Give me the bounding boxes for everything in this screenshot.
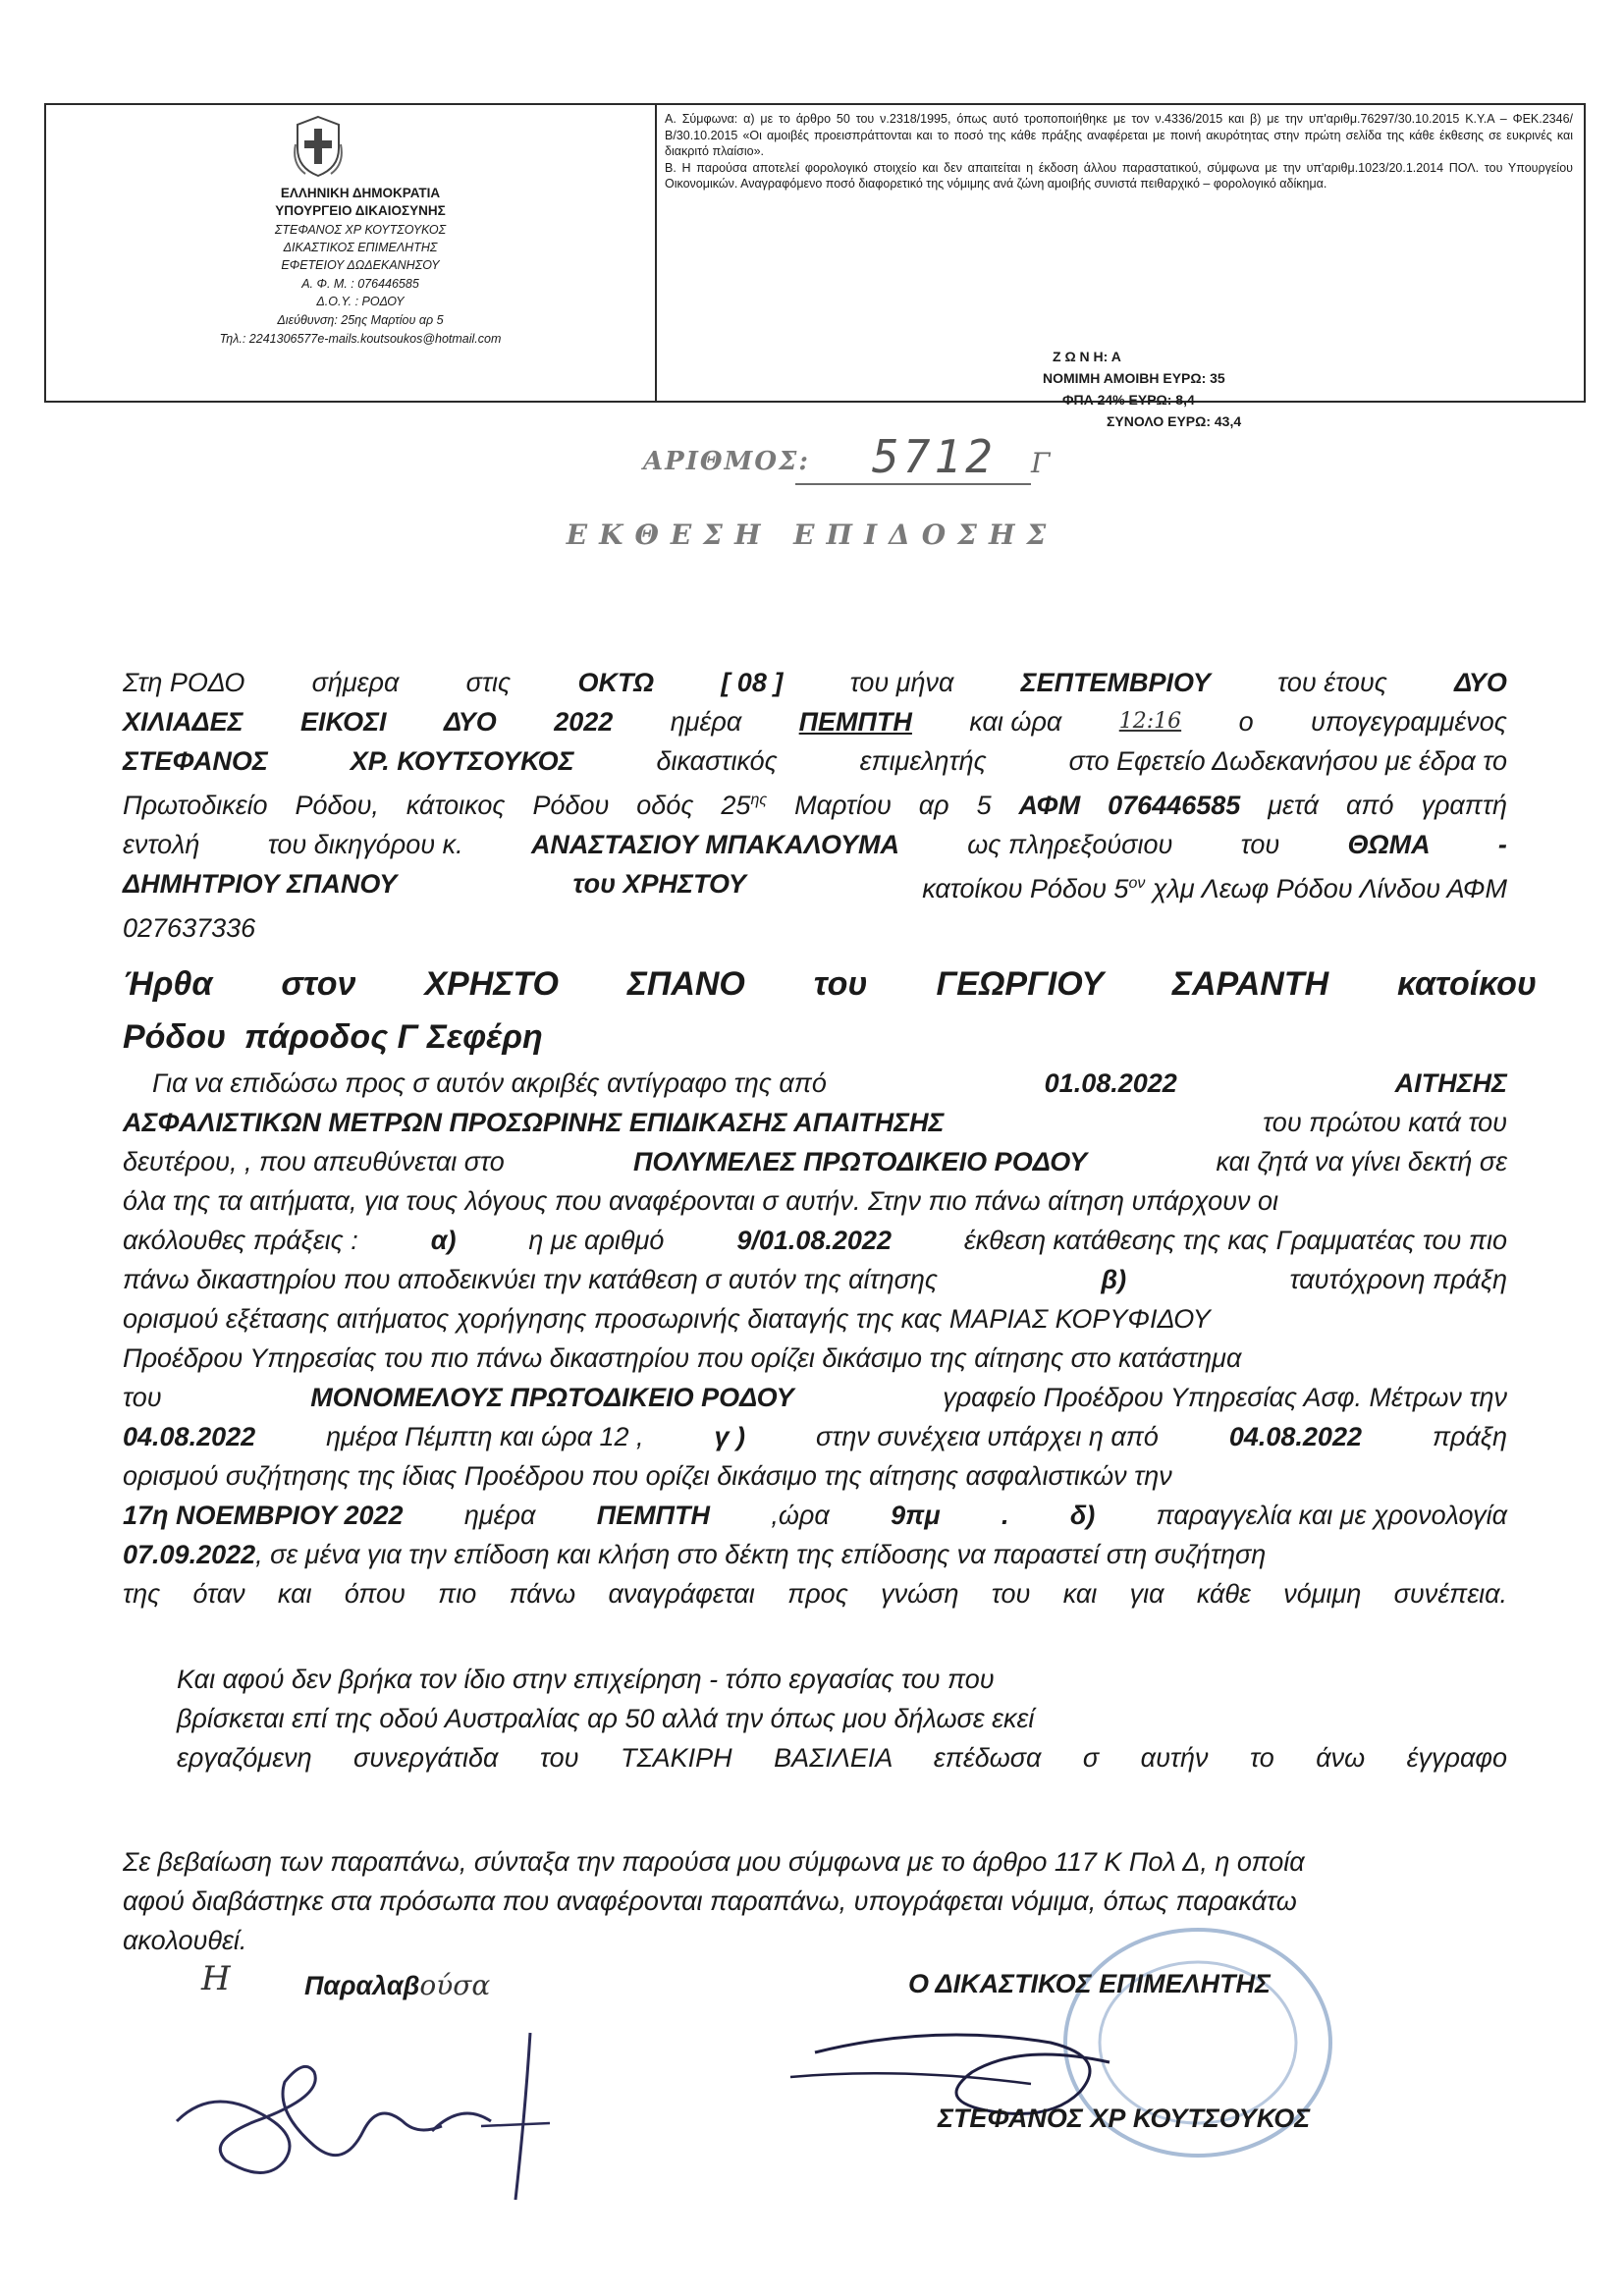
txt: στην συνέχεια υπάρχει η από	[815, 1422, 1159, 1451]
txt: ορισμού συζήτησης της ίδιας Προέδρου που ορίζει δικάσιμο της αίτησης ασφαλιστικών την	[123, 1461, 1172, 1491]
txt: ΣΑΡΑΝΤΗ	[1171, 965, 1329, 1003]
intro-paragraph	[123, 663, 1507, 948]
txt: ο	[1238, 707, 1254, 737]
txt: ημέρα Πέμπτη και ώρα 12 ,	[326, 1422, 644, 1451]
txt: εντολή	[123, 830, 200, 859]
legal-notes	[665, 111, 1573, 192]
fee-header-box	[44, 103, 1586, 429]
txt: ΑΦΜ 076446585	[1018, 791, 1241, 820]
txt: υπογεγραμμένος	[1311, 707, 1507, 737]
txt: Και αφού δεν βρήκα τον ίδιο στην επιχείρηση - τόπο εργασίας του που	[177, 1665, 995, 1694]
txt: Προέδρου Υπηρεσίας του πιο πάνω δικαστηρίου που ορίζει δικάσιμο της αίτησης στο κατάστημα	[123, 1343, 1242, 1373]
service-line-5	[123, 1221, 1507, 1260]
txt: 04.08.2022	[1228, 1422, 1362, 1451]
issuer-address: Διεύθυνση: 25ης Μαρτίου αρ 5	[277, 313, 444, 327]
txt: και ώρα	[969, 707, 1062, 737]
txt: του	[813, 965, 868, 1003]
txt: 01.08.2022	[1044, 1068, 1177, 1098]
txt: , σε μένα για την επίδοση και κλήση στο δέκτη της επίδοσης να παραστεί στη συζήτηση	[255, 1540, 1267, 1569]
delivery-line-1	[177, 1660, 1507, 1699]
txt: του μήνα	[849, 668, 954, 697]
service-line-1	[123, 1064, 1507, 1103]
txt: στον	[281, 965, 356, 1003]
legal-note-a: Α. Σύμφωνα: α) με το άρθρο 50 του ν.2318/1995, όπως αυτό τροποποιήθηκε με τον ν.4336/2015 και β) με την υπ'αριθμ.76297/30.10.2015 Κ.Υ.Α – ΦΕΚ.2346/Β/30.10.2015 «Οι αμοιβές προεισπράττονται και το ποσό της κάθε πράξης αναφέρεται με ποινή ακυρότητας στην πρώτη σελίδα της κάθε έκθεσης σε ευκρινές και διακριτό πλαίσιο».	[665, 112, 1573, 158]
txt: η με αριθμό	[528, 1226, 665, 1255]
txt: παραγγελία και με χρονολογία	[1156, 1501, 1507, 1530]
txt: ΑΣΦΑΛΙΣΤΙΚΩΝ ΜΕΤΡΩΝ ΠΡΟΣΩΡΙΝΗΣ ΕΠΙΔΙΚΑΣΗΣ ΑΠΑΙΤΗΣΗΣ	[123, 1108, 945, 1137]
service-line-4	[123, 1181, 1507, 1221]
txt: ΑΙΤΗΣΗΣ	[1394, 1068, 1507, 1098]
txt: του	[1240, 830, 1280, 859]
txt: όλα της τα αιτήματα, για τους λόγους που αναφέρονται σ αυτήν. Στην πιο πάνω αίτηση υπάρχουν οι	[123, 1186, 1279, 1216]
txt: 17η ΝΟΕΜΒΡΙΟΥ 2022	[123, 1501, 404, 1530]
txt: ΧΡΗΣΤΟ	[424, 965, 559, 1003]
service-line-14: της όταν και όπου πιο πάνω αναγράφεται προς γνώση του και για κάθε νόμιμη συνέπεια.	[123, 1579, 1507, 1609]
doc-number-value: 5712	[872, 430, 997, 483]
txt: ΟΚΤΩ	[577, 668, 655, 697]
txt: στις	[465, 668, 512, 697]
txt: ημέρα	[463, 1501, 536, 1530]
txt: 04.08.2022	[123, 1422, 256, 1451]
txt: δικαστικός	[656, 746, 778, 776]
txt: ΑΝΑΣΤΑΣΙΟΥ ΜΠΑΚΑΛΟΥΜΑ	[530, 830, 899, 859]
service-paragraph	[123, 1064, 1507, 1613]
txt: ΔΥΟ	[1454, 668, 1507, 697]
txt: ΧΙΛΙΑΔΕΣ	[123, 707, 244, 737]
service-line-10	[123, 1417, 1507, 1456]
txt: κατοίκου	[1397, 965, 1537, 1003]
txt: Σε βεβαίωση των παραπάνω, σύνταξα την παρούσα μου σύμφωνα με το άρθρο 117 Κ Πολ Δ, η οποία	[123, 1847, 1305, 1877]
txt: .	[1001, 1501, 1009, 1530]
doc-number-underline	[795, 483, 1031, 485]
txt: ΔΥΟ	[443, 707, 497, 737]
intro-line-6	[123, 864, 1507, 908]
issuer-role: ΔΙΚΑΣΤΙΚΟΣ ΕΠΙΜΕΛΗΤΗΣ	[283, 241, 438, 254]
txt: ΠΕΜΠΤΗ	[798, 707, 912, 737]
issuer-country: ΕΛΛΗΝΙΚΗ ΔΗΜΟΚΡΑΤΙΑ	[280, 186, 441, 200]
txt: ΣΤΕΦΑΝΟΣ	[123, 746, 268, 776]
txt: του πρώτου κατά του	[1263, 1108, 1507, 1137]
txt: ,ώρα	[771, 1501, 830, 1530]
delivery-line-2	[177, 1699, 1507, 1738]
receiver-label-text: Παραλαβ	[304, 1971, 420, 2000]
service-line-8	[123, 1339, 1507, 1378]
txt: έκθεση κατάθεσης της κας Γραμματέας του πιο	[963, 1226, 1507, 1255]
txt: κατοίκου Ρόδου 5	[922, 874, 1129, 903]
txt: του δικηγόρου κ.	[267, 830, 463, 859]
txt: και ζητά να γίνει δεκτή σε	[1216, 1147, 1507, 1176]
txt: [ 08 ]	[721, 668, 784, 697]
txt: του ΧΡΗΣΤΟΥ	[572, 869, 746, 899]
txt: ΕΙΚΟΣΙ	[300, 707, 387, 737]
txt: ΠΟΛΥΜΕΛΕΣ ΠΡΩΤΟΔΙΚΕΙΟ ΡΟΔΟΥ	[633, 1147, 1088, 1176]
txt: πάνω δικαστηρίου που αποδεικνύει την κατάθεση σ αυτόν της αίτησης	[123, 1265, 938, 1294]
txt: -	[1497, 830, 1507, 859]
intro-line-1	[123, 663, 1507, 702]
service-line-2	[123, 1103, 1507, 1142]
recipient-line-1	[123, 957, 1537, 1011]
service-line-12	[123, 1496, 1507, 1535]
txt: ορισμού εξέτασης αιτήματος χορήγησης προσωρινής διαταγής της κας ΜΑΡΙΑΣ ΚΟΡΥΦΙΔΟΥ	[123, 1304, 1211, 1334]
issuer-court: ΕΦΕΤΕΙΟΥ ΔΩΔΕΚΑΝΗΣΟΥ	[281, 258, 440, 272]
greek-emblem-icon	[292, 115, 345, 178]
txt: μετά από γραπτή	[1240, 791, 1507, 820]
doc-number-label: ΑΡΙΘΜΟΣ:	[643, 447, 810, 476]
service-line-9	[123, 1378, 1507, 1417]
txt: 9/01.08.2022	[736, 1226, 892, 1255]
txt: ΧΡ. ΚΟΥΤΣΟΥΚΟΣ	[350, 746, 574, 776]
issuer-doy: Δ.Ο.Υ. : ΡΟΔΟΥ	[316, 295, 405, 308]
txt: του	[123, 1383, 162, 1412]
txt: του έτους	[1277, 668, 1387, 697]
delivery-paragraph	[177, 1660, 1507, 1777]
intro-line-7: 027637336	[123, 913, 256, 943]
txt: β)	[1101, 1265, 1127, 1294]
recipient-paragraph	[123, 957, 1537, 1064]
legal-note-b: Β. Η παρούσα αποτελεί φορολογικό στοιχείο και δεν απαιτείται η έκδοση άλλου παραστατικού, σύμφωνα με την υπ'αριθμ.1023/20.1.2014 ΠΟΛ. του Υπουργείου Οικονομικών. Αναγραφόμενο ποσό διαφορετικό της νόμιμης ανά ζώνη αμοιβής συνιστά πειθαρχικό – φορολογικό αδίκημα.	[665, 160, 1573, 191]
txt: ης	[750, 792, 768, 808]
txt: γραφείο Προέδρου Υπηρεσίας Ασφ. Μέτρων την	[943, 1383, 1507, 1412]
bailiff-name: ΣΤΕΦΑΝΟΣ ΧΡ ΚΟΥΤΣΟΥΚΟΣ	[938, 2104, 1311, 2133]
txt: ΓΕΩΡΓΙΟΥ	[936, 965, 1105, 1003]
txt: στο Εφετείο Δωδεκανήσου με έδρα το	[1068, 746, 1507, 776]
intro-line-4	[123, 781, 1507, 825]
issuer-contact: Τηλ.: 2241306577e-mails.koutsoukos@hotmail.com	[219, 332, 502, 346]
txt: Για να επιδώσω προς σ αυτόν ακριβές αντίγραφο της από	[152, 1068, 827, 1098]
txt: επιμελητής	[859, 746, 987, 776]
txt: α)	[430, 1226, 457, 1255]
txt: Πρωτοδικείο Ρόδου, κάτοικος Ρόδου οδός 25	[123, 791, 751, 820]
txt: 07.09.2022	[123, 1540, 256, 1569]
txt: χλμ Λεωφ Ρόδου Λίνδου ΑΦΜ	[1145, 874, 1507, 903]
txt: Μαρτίου αρ 5	[767, 791, 1019, 820]
bailiff-title: Ο ΔΙΚΑΣΤΙΚΟΣ ΕΠΙΜΕΛΗΤΗΣ	[908, 1969, 1271, 1998]
txt: 9πμ	[891, 1501, 941, 1530]
receiver-signature-icon	[167, 2013, 599, 2210]
txt: ακόλουθες πράξεις :	[123, 1226, 358, 1255]
txt: ΣΠΑΝΟ	[626, 965, 745, 1003]
txt: δ)	[1069, 1501, 1096, 1530]
txt: δευτέρου, , που απευθύνεται στο	[123, 1147, 505, 1176]
fee-zone: Ζ Ω Ν Η: Α	[1053, 349, 1121, 364]
txt: αφού διαβάστηκε στα πρόσωπα που αναφέρονται παραπάνω, υπογράφεται νόμιμα, όπως παρακάτω	[123, 1886, 1297, 1916]
txt: 2022	[554, 707, 614, 737]
service-line-13	[123, 1535, 1507, 1574]
fee-total: ΣΥΝΟΛΟ ΕΥΡΩ: 43,4	[1107, 413, 1242, 429]
doc-number-suffix: Γ	[1031, 447, 1051, 479]
service-line-11	[123, 1456, 1507, 1496]
delivery-line-3: εργαζόμενη συνεργάτιδα του ΤΣΑΚΙΡΗ ΒΑΣΙΛΕΙΑ επέδωσα σ αυτήν το άνω έγγραφο	[177, 1743, 1507, 1773]
txt: Στη ΡΟΔΟ	[123, 668, 245, 697]
txt: Ήρθα	[123, 965, 213, 1003]
issuer-block	[46, 105, 655, 401]
txt: ημέρα	[670, 707, 742, 737]
recipient-line-2: Ρόδου πάροδος Γ Σεφέρη	[123, 1018, 543, 1056]
fee-vat: ΦΠΑ 24% ΕΥΡΩ: 8,4	[1062, 392, 1195, 408]
doc-title: ΕΚΘΕΣΗ ΕΠΙΔΟΣΗΣ	[566, 519, 1058, 551]
intro-line-3	[123, 741, 1507, 781]
txt: ταυτόχρονη πράξη	[1289, 1265, 1507, 1294]
txt: ΜΟΝΟΜΕΛΟΥΣ ΠΡΩΤΟΔΙΚΕΙΟ ΡΟΔΟΥ	[310, 1383, 794, 1412]
header-divider	[655, 105, 657, 401]
closing-line-3: ακολουθεί.	[123, 1926, 247, 1955]
txt: γ )	[714, 1422, 746, 1451]
issuer-ministry: ΥΠΟΥΡΓΕΙΟ ΔΙΚΑΙΟΣΥΝΗΣ	[275, 203, 446, 218]
txt: ον	[1128, 875, 1146, 892]
issuer-name: ΣΤΕΦΑΝΟΣ ΧΡ ΚΟΥΤΣΟΥΚΟΣ	[274, 223, 447, 237]
receiver-label	[304, 1969, 490, 2001]
service-line-7	[123, 1299, 1507, 1339]
txt: ΘΩΜΑ	[1347, 830, 1431, 859]
receiver-handwriting: ούσα	[419, 1969, 491, 2001]
intro-line-2	[123, 702, 1507, 741]
service-line-3	[123, 1142, 1507, 1181]
txt: ως πληρεξούσιου	[967, 830, 1173, 859]
txt: βρίσκεται επί της οδού Αυστραλίας αρ 50 αλλά την όπως μου δήλωσε εκεί	[177, 1704, 1035, 1733]
txt: ΠΕΜΠΤΗ	[596, 1501, 710, 1530]
txt: ΔΗΜΗΤΡΙΟΥ ΣΠΑΝΟΥ	[123, 869, 398, 899]
issuer-afm: Α. Φ. Μ. : 076446585	[301, 277, 419, 291]
fee-legal: ΝΟΜΙΜΗ ΑΜΟΙΒΗ ΕΥΡΩ: 35	[1043, 370, 1225, 386]
txt-group	[922, 864, 1507, 908]
txt: πράξη	[1432, 1422, 1507, 1451]
intro-line-5	[123, 825, 1507, 864]
txt: ΣΕΠΤΕΜΒΡΙΟΥ	[1020, 668, 1211, 697]
handwritten-time: 12:16	[1118, 709, 1182, 734]
txt: σήμερα	[311, 668, 400, 697]
closing-line-1	[123, 1842, 1507, 1882]
service-line-6	[123, 1260, 1507, 1299]
receiver-mark: Η	[201, 1959, 231, 1998]
